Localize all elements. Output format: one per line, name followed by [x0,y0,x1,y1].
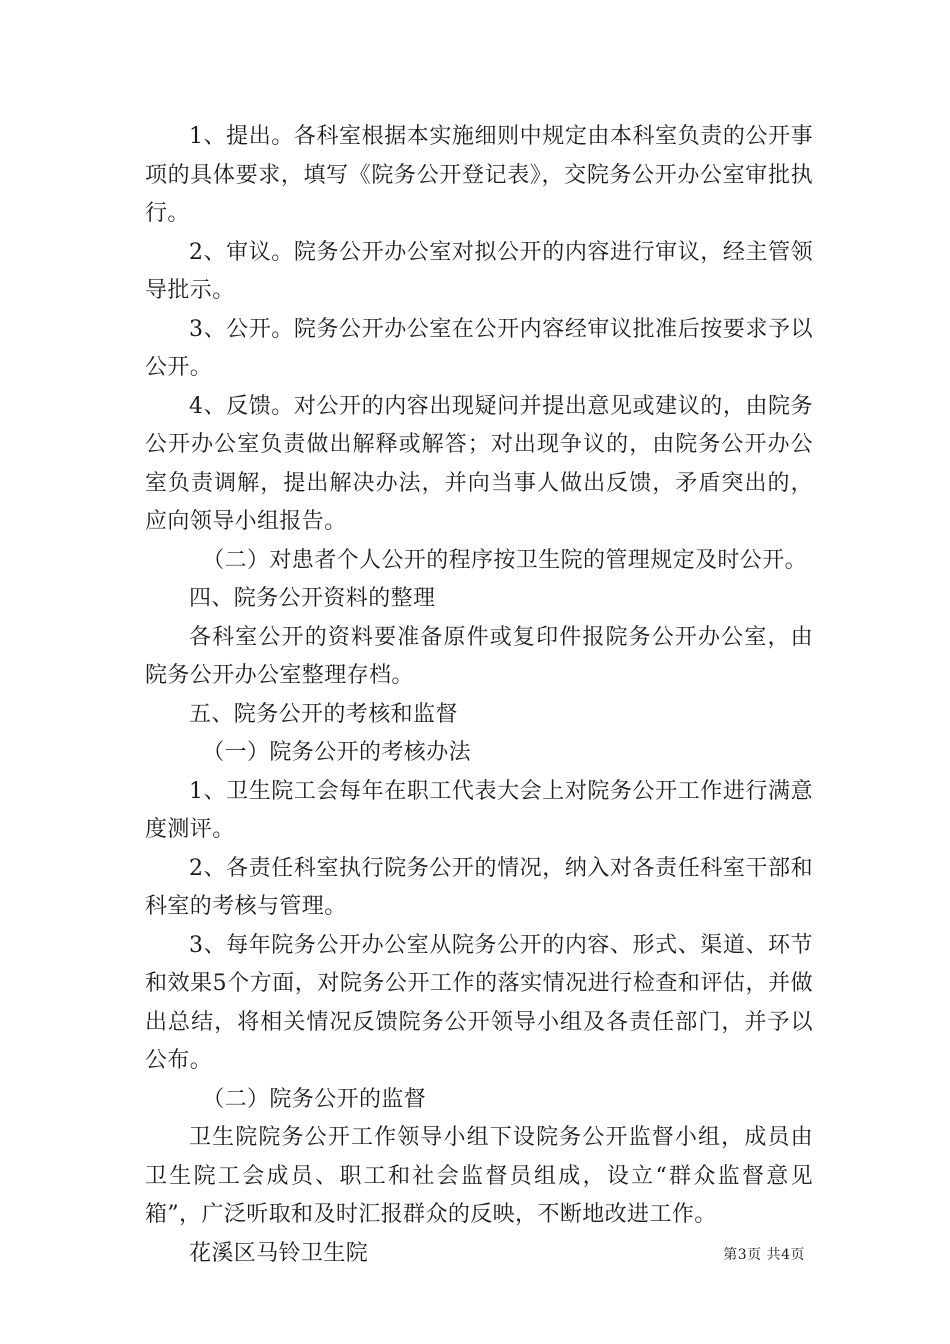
subheading-supervision: （二）院务公开的监督 [202,1086,427,1112]
paragraph-supervision: 卫生院院务公开工作领导小组下设院务公开监督小组，成员由卫生院工会成员、职工和社会监督员组成，设立“群众监督意见箱”，广泛听取和及时汇报群众的反映，不断地改进工作。 [145,1125,813,1227]
paragraph-step-review: 2、审议。院务公开办公室对拟公开的内容进行审议，经主管领导批示。 [145,239,813,303]
subheading-assessment-method: （一）院务公开的考核办法 [202,740,471,765]
section-heading-archive: 四、院务公开资料的整理 [189,586,436,611]
document-body [145,118,813,1273]
paragraph-assessment-3: 3、每年院务公开办公室从院务公开的内容、形式、渠道、环节和效果5个方面，对院务公开工作的落实情况进行检查和评估，并做出总结，将相关情况反馈院务公开领导小组及各责任部门，并予以公布。 [145,932,813,1073]
paragraph-step-propose: 1、提出。各科室根据本实施细则中规定由本科室负责的公开事项的具体要求，填写《院务公开登记表》，交院务公开办公室审批执行。 [145,124,813,226]
signature-organization: 花溪区马铃卫生院 [189,1240,369,1266]
paragraph-step-feedback: 4、反馈。对公开的内容出现疑问并提出意见或建议的，由院务公开办公室负责做出解释或解答；对出现争议的，由院务公开办公室负责调解，提出解决办法，并向当事人做出反馈，矛盾突出的，应向领导小组报告。 [145,393,813,534]
page-number: 第3页 共4页 [723,1247,805,1263]
paragraph-assessment-2: 2、各责任科室执行院务公开的情况，纳入对各责任科室干部和科室的考核与管理。 [145,855,813,919]
section-heading-assessment: 五、院务公开的考核和监督 [189,701,458,727]
paragraph-step-publish: 3、公开。院务公开办公室在公开内容经审议批准后按要求予以公开。 [145,316,813,380]
paragraph-assessment-1: 1、卫生院工会每年在职工代表大会上对院务公开工作进行满意度测评。 [145,778,813,842]
paragraph-archive: 各科室公开的资料要准备原件或复印件报院务公开办公室，由院务公开办公室整理存档。 [145,624,813,688]
paragraph-patient-disclosure: （二）对患者个人公开的程序按卫生院的管理规定及时公开。 [202,547,807,573]
